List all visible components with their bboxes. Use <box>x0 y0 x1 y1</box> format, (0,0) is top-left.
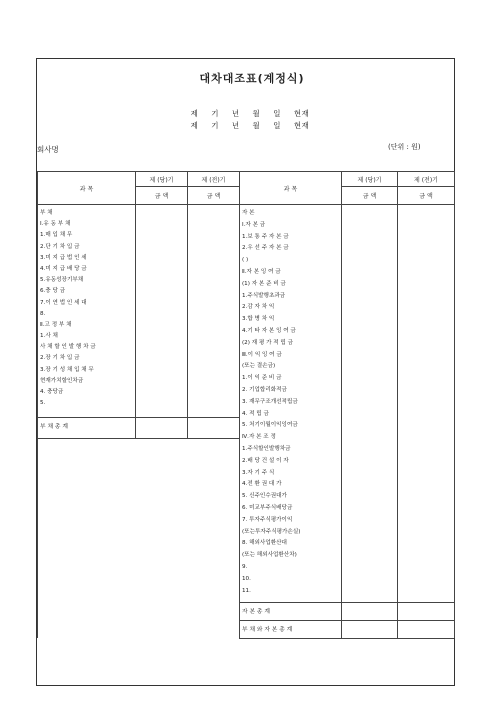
list-item: 현재가치할인차금 <box>40 377 84 384</box>
right-current-amount-header: 금 액 <box>342 187 398 205</box>
list-item: 자 본 <box>242 210 255 216</box>
document-title: 대차대조표(계정식) <box>199 72 305 85</box>
grid-line <box>37 417 239 418</box>
list-item: 1.이 익 준 비 금 <box>242 375 282 382</box>
list-item: 3.합 병 차 익 <box>242 316 275 323</box>
right-current-period-header: 제 (당)기 <box>342 172 398 187</box>
list-item: 2.단 기 차 입 금 <box>40 243 80 250</box>
grid-line <box>397 204 398 638</box>
list-item: 4.기 타 자 본 잉 여 금 <box>242 327 296 334</box>
list-item: 4.미 지 급 배 당 금 <box>40 265 87 272</box>
left-current-amount-header: 금 액 <box>136 187 188 205</box>
list-item: 부 채 <box>40 210 53 216</box>
unit-label: (단위 : 원) <box>388 143 421 151</box>
list-item: (또는투자주식평가손실) <box>242 528 301 535</box>
list-item: 1.매 입 채 무 <box>40 232 73 239</box>
list-item: 2.감 자 차 익 <box>242 304 275 311</box>
grid-line <box>187 204 188 438</box>
list-item: 7. 투자주식평가이익 <box>242 516 293 523</box>
right-previous-period-header: 제 (전)기 <box>398 172 455 187</box>
list-item: 3.자 기 주 식 <box>242 469 275 476</box>
list-item: 6. 미교부주식배당금 <box>242 504 293 511</box>
liabilities-list <box>40 208 132 409</box>
total-liabilities-and-equity-label: 부 채 와 자 본 총 계 <box>242 627 293 633</box>
list-item: 6.충 당 금 <box>40 288 66 295</box>
list-item: 3.장 기 성 채 입 채 무 <box>40 366 94 373</box>
company-name-label: 회사명 <box>37 145 59 154</box>
list-item: 4. 충당금 <box>40 389 64 395</box>
list-item: 5. 신주인수권대가 <box>242 493 287 500</box>
list-item: 5. <box>40 400 46 407</box>
left-account-header: 과 목 <box>38 172 136 205</box>
list-item: 2.배 당 건 설 이 자 <box>242 457 289 464</box>
list-item: Ⅳ.자 본 조 정 <box>242 434 276 441</box>
list-item: 4. 적 립 금 <box>242 410 269 417</box>
grid-line <box>341 204 342 638</box>
list-item: (2) 재 평 가 적 립 금 <box>242 339 294 346</box>
list-item: (또는 해외사업환산차) <box>242 552 297 559</box>
list-item: 3.미 지 급 법 인 세 <box>40 254 87 261</box>
grid-line <box>454 204 455 638</box>
list-item: 3. 재무구조개선적립금 <box>242 398 298 405</box>
grid-line <box>37 204 38 638</box>
list-item: 9. <box>242 563 248 570</box>
grid-line <box>239 204 240 638</box>
list-item: Ⅰ.유 동 부 채 <box>40 221 71 228</box>
grid-line <box>37 438 239 439</box>
grid-line <box>135 204 136 438</box>
list-item: Ⅲ.이 익 잉 여 금 <box>242 351 282 358</box>
right-previous-amount-header: 금 액 <box>398 187 455 205</box>
list-item: 1.보 통 주 자 본 금 <box>242 233 289 240</box>
list-item: 5. 처기이월이익잉여금 <box>242 422 298 429</box>
table-header <box>37 171 455 205</box>
grid-line <box>239 602 454 603</box>
list-item: 1.사 채 <box>40 333 58 340</box>
total-equity-label: 자 본 총 계 <box>242 609 270 615</box>
list-item: 사 채 할 인 발 행 차 금 <box>40 344 96 351</box>
list-item: ( ) <box>242 257 249 264</box>
list-item: 1.주식할인발행차금 <box>242 445 291 452</box>
grid-line <box>239 638 454 639</box>
list-item: 7.이 연 법 인 세 대 <box>40 299 87 306</box>
list-item: 1.주식발행초과금 <box>242 292 286 299</box>
grid-line <box>239 620 454 621</box>
total-liabilities-label: 부 채 총 계 <box>40 424 68 430</box>
list-item: Ⅰ.자 본 금 <box>242 221 266 228</box>
list-item: 2. 기업합리화적금 <box>242 386 287 393</box>
list-item: 4.전 환 권 대 가 <box>242 481 282 488</box>
list-item: 8. 해외사업환산대 <box>242 540 287 547</box>
list-item: 8. <box>40 310 46 317</box>
list-item: 10. <box>242 575 251 582</box>
left-current-period-header: 제 (당)기 <box>136 172 188 187</box>
list-item: 2.장 기 차 입 금 <box>40 355 80 362</box>
list-item: Ⅱ.고 정 부 채 <box>40 321 72 328</box>
list-item: 5.유동성장기부채 <box>40 277 84 284</box>
date-line-current: 제 기 년 월 일 현재 <box>190 109 310 118</box>
date-line-previous: 제 기 년 월 일 현재 <box>190 121 310 130</box>
list-item: (또는 결손금) <box>242 363 276 370</box>
list-item: Ⅱ.자 본 잉 여 금 <box>242 268 281 275</box>
list-item: 11. <box>242 587 251 594</box>
list-item: 2.우 선 주 자 본 금 <box>242 245 289 252</box>
left-previous-amount-header: 금 액 <box>188 187 240 205</box>
right-account-header: 과 목 <box>240 172 342 205</box>
list-item: (1) 자 본 준 비 금 <box>242 280 286 287</box>
left-previous-period-header: 제 (전)기 <box>188 172 240 187</box>
equity-list <box>242 208 339 597</box>
